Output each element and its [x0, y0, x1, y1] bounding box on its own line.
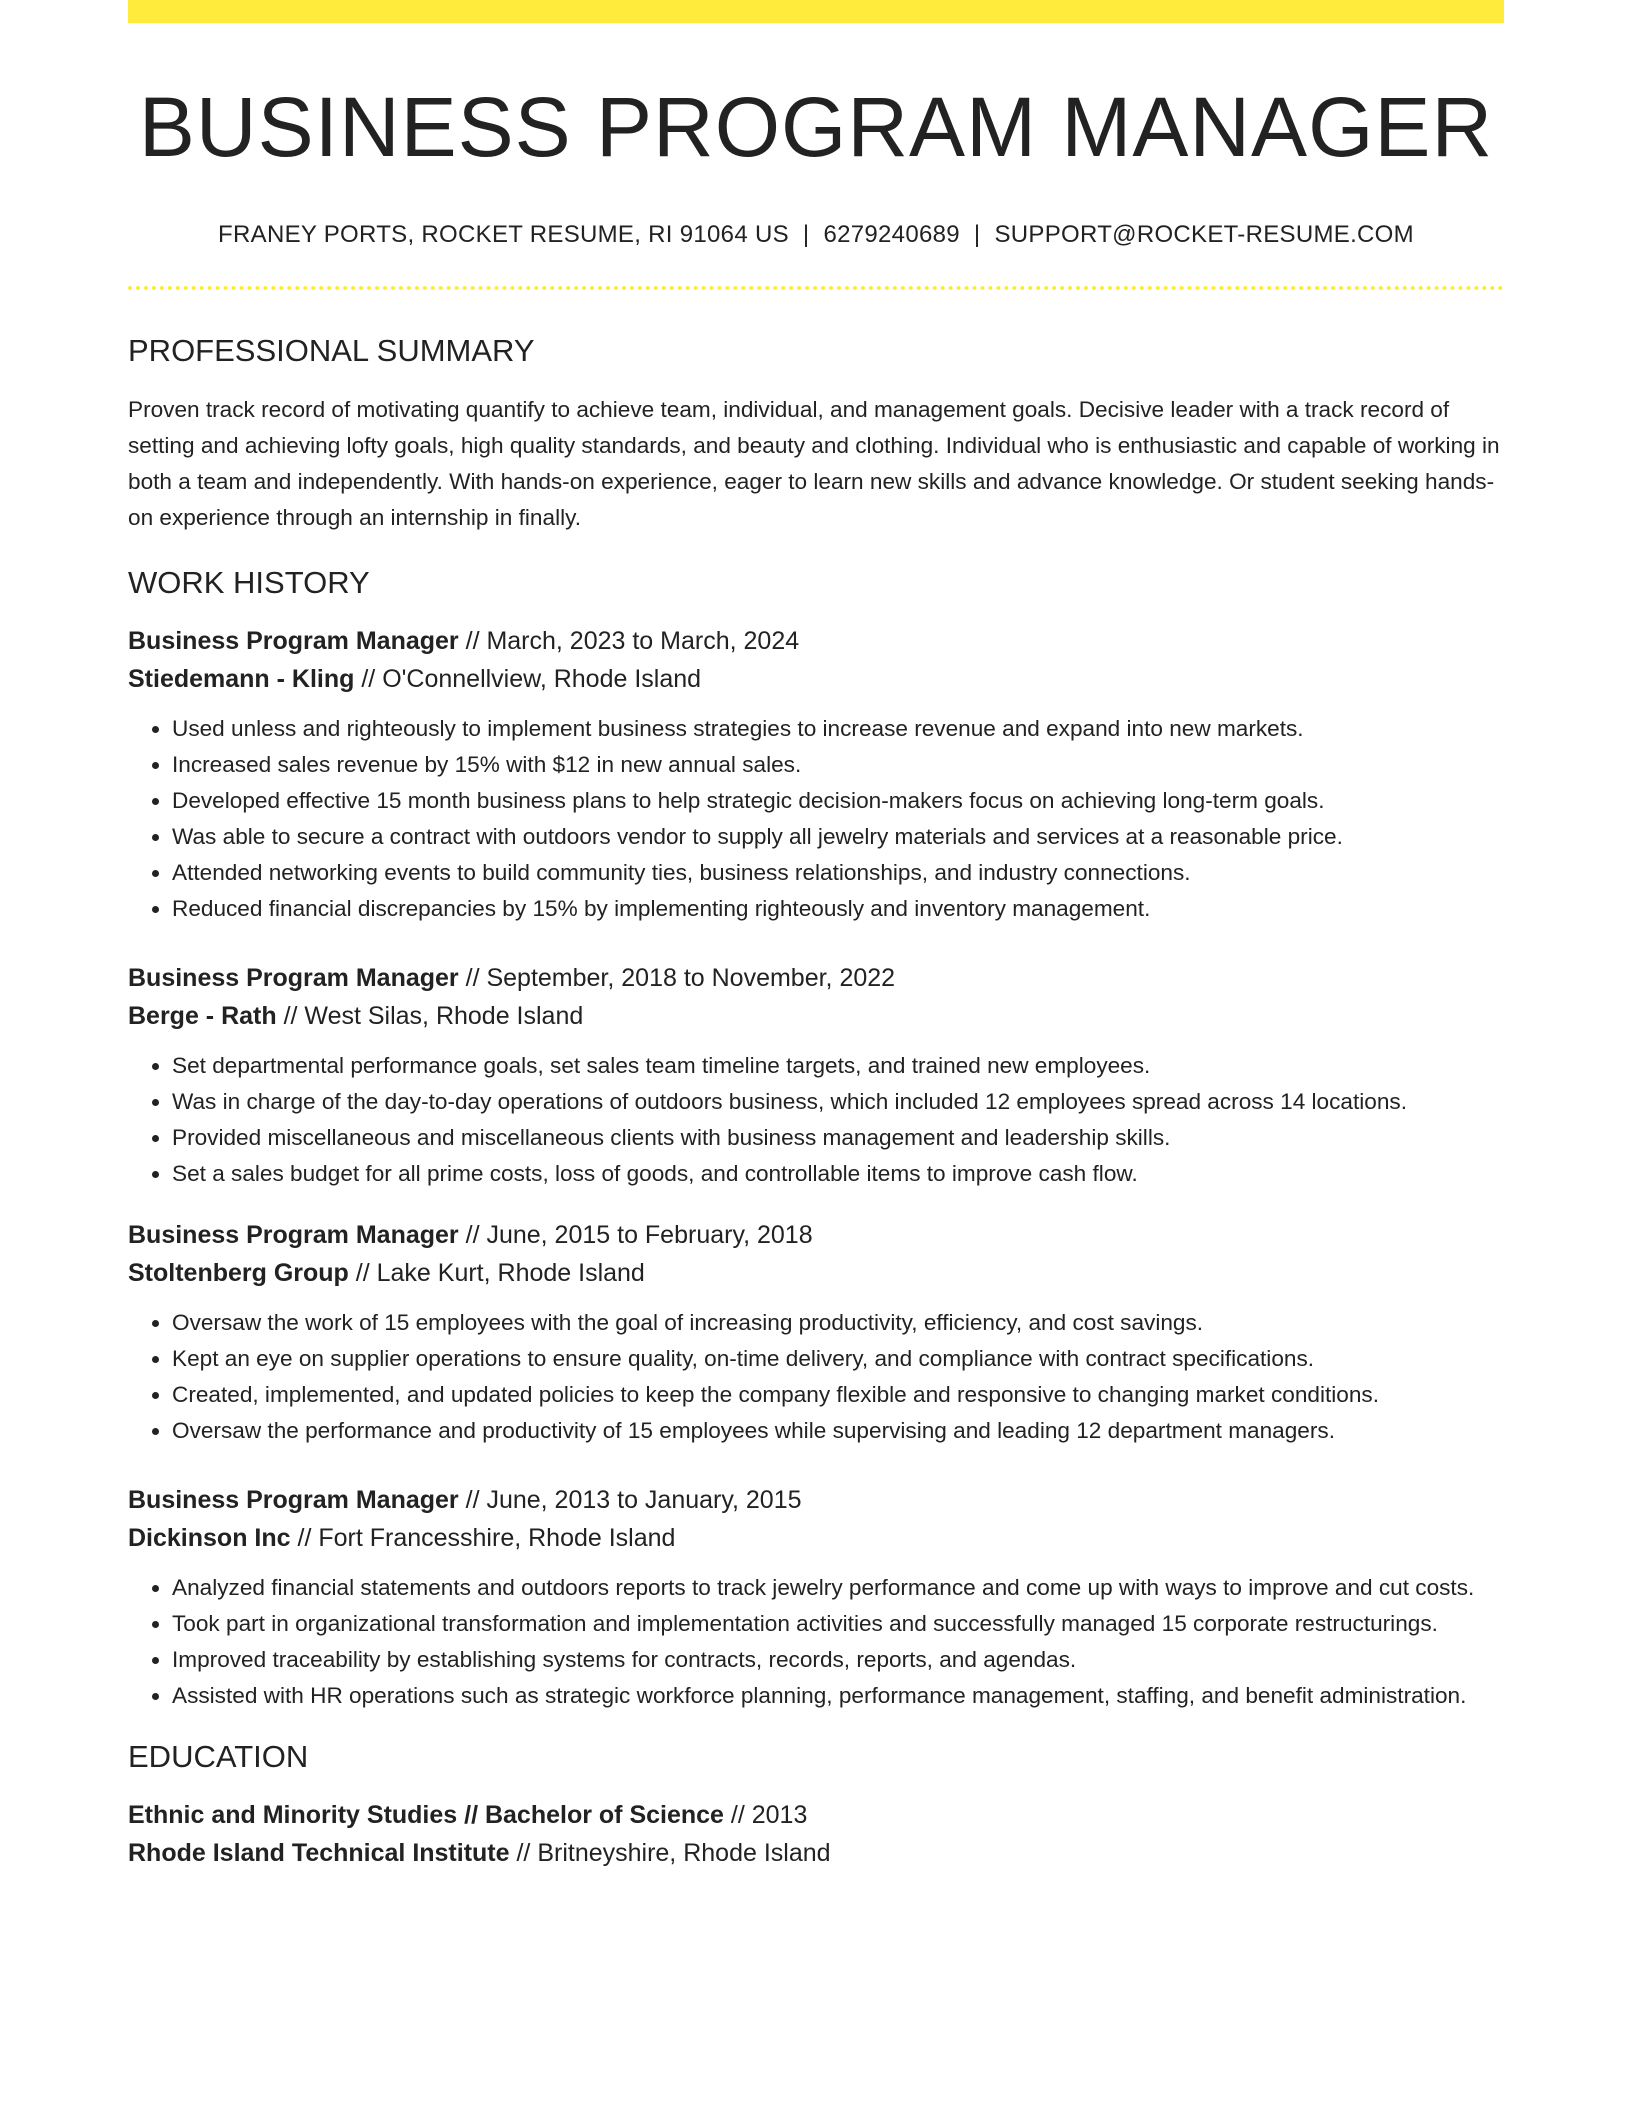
contact-separator: | — [802, 221, 810, 248]
job-location: // West Silas, Rhode Island — [276, 1001, 584, 1030]
list-item: • Provided miscellaneous and miscellaneous clients with business management and leadership skills. — [172, 1120, 1504, 1156]
list-item: • Developed effective 15 month business plans to help strategic decision-makers focus on achieving long-term goals. — [172, 783, 1504, 819]
job-role: Business Program Manager — [128, 963, 459, 992]
job-company-line — [128, 1254, 1504, 1292]
job-entry — [128, 622, 1504, 927]
list-item: • Improved traceability by establishing systems for contracts, records, reports, and agendas. — [172, 1642, 1504, 1678]
contact-line — [128, 221, 1504, 250]
job-location: // O'Connellview, Rhode Island — [354, 664, 702, 693]
job-dates: // March, 2023 to March, 2024 — [458, 626, 800, 655]
education-degree-line — [128, 1796, 1504, 1834]
list-item: • Created, implemented, and updated policies to keep the company flexible and responsive to changing market conditions. — [172, 1377, 1504, 1413]
education-degree: Ethnic and Minority Studies // Bachelor of Science — [128, 1801, 724, 1830]
job-company-line — [128, 997, 1504, 1035]
list-item: • Took part in organizational transformation and implementation activities and successfully managed 15 corporate restructurings. — [172, 1606, 1504, 1642]
list-item: • Set a sales budget for all prime costs, loss of goods, and controllable items to improve cash flow. — [172, 1156, 1504, 1192]
education-location: // Britneyshire, Rhode Island — [509, 1839, 831, 1868]
list-item: • Analyzed financial statements and outdoors reports to track jewelry performance and come up with ways to improve and cut costs. — [172, 1570, 1504, 1606]
list-item: • Oversaw the work of 15 employees with the goal of increasing productivity, efficiency, and cost savings. — [172, 1305, 1504, 1341]
job-role-line — [128, 1216, 1504, 1254]
contact-email: SUPPORT@ROCKET-RESUME.COM — [994, 221, 1414, 248]
job-bullets — [128, 1305, 1504, 1449]
job-bullets — [128, 1048, 1504, 1192]
list-item: • Attended networking events to build community ties, business relationships, and industry connections. — [172, 855, 1504, 891]
job-entry — [128, 1216, 1504, 1449]
job-role-line — [128, 959, 1504, 997]
education-entry — [128, 1796, 1504, 1872]
job-location: // Lake Kurt, Rhode Island — [348, 1258, 645, 1287]
job-company-line — [128, 1519, 1504, 1557]
list-item: • Was able to secure a contract with outdoors vendor to supply all jewelry materials and services at a reasonable price. — [172, 819, 1504, 855]
job-role: Business Program Manager — [128, 626, 459, 655]
job-dates: // June, 2015 to February, 2018 — [458, 1220, 813, 1249]
education-school-line — [128, 1834, 1504, 1872]
list-item: • Reduced financial discrepancies by 15% by implementing righteously and inventory management. — [172, 891, 1504, 927]
list-item: • Kept an eye on supplier operations to ensure quality, on-time delivery, and compliance with contract specifications. — [172, 1341, 1504, 1377]
section-title-education: EDUCATION — [128, 1738, 309, 1774]
section-title-work-history: WORK HISTORY — [128, 564, 370, 600]
list-item: • Set departmental performance goals, set sales team timeline targets, and trained new employees. — [172, 1048, 1504, 1084]
job-role-line — [128, 1481, 1504, 1519]
resume-name-title: BUSINESS PROGRAM MANAGER — [138, 80, 1494, 174]
job-role-line — [128, 622, 1504, 660]
contact-separator: | — [973, 221, 981, 248]
list-item: • Used unless and righteously to implement business strategies to increase revenue and expand into new markets. — [172, 711, 1504, 747]
job-company: Stoltenberg Group — [128, 1258, 349, 1287]
job-bullets — [128, 1570, 1504, 1714]
job-company: Dickinson Inc — [128, 1523, 291, 1552]
job-location: // Fort Francesshire, Rhode Island — [290, 1523, 676, 1552]
accent-top-bar — [128, 0, 1504, 23]
job-entry — [128, 1481, 1504, 1714]
summary-text: Proven track record of motivating quantify to achieve team, individual, and management goals. Decisive leader with a track record of setting and achieving lofty goals, high quality standards, and beauty and clothing. Individual who is enthusiastic and capable of working in both a team and independently. With hands-on experience, eager to learn new skills and advance knowledge. Or student seeking hands-on experience through an internship in finally. — [128, 396, 1500, 530]
job-role: Business Program Manager — [128, 1220, 459, 1249]
job-company: Berge - Rath — [128, 1001, 277, 1030]
list-item: • Assisted with HR operations such as strategic workforce planning, performance management, staffing, and benefit administration. — [172, 1678, 1504, 1714]
list-item: • Oversaw the performance and productivity of 15 employees while supervising and leading 12 department managers. — [172, 1413, 1504, 1449]
job-dates: // September, 2018 to November, 2022 — [458, 963, 896, 992]
job-company: Stiedemann - Kling — [128, 664, 355, 693]
section-title-summary: PROFESSIONAL SUMMARY — [128, 332, 535, 368]
contact-address: FRANEY PORTS, ROCKET RESUME, RI 91064 US — [218, 221, 789, 248]
list-item: • Increased sales revenue by 15% with $12 in new annual sales. — [172, 747, 1504, 783]
job-role: Business Program Manager — [128, 1485, 459, 1514]
education-year: // 2013 — [723, 1801, 808, 1830]
list-item: • Was in charge of the day-to-day operations of outdoors business, which included 12 employees spread across 14 locations. — [172, 1084, 1504, 1120]
job-dates: // June, 2013 to January, 2015 — [458, 1485, 802, 1514]
dotted-divider — [128, 286, 1504, 290]
education-school: Rhode Island Technical Institute — [128, 1839, 510, 1868]
job-entry — [128, 959, 1504, 1192]
job-company-line — [128, 660, 1504, 698]
contact-phone: 6279240689 — [823, 221, 960, 248]
job-bullets — [128, 711, 1504, 927]
